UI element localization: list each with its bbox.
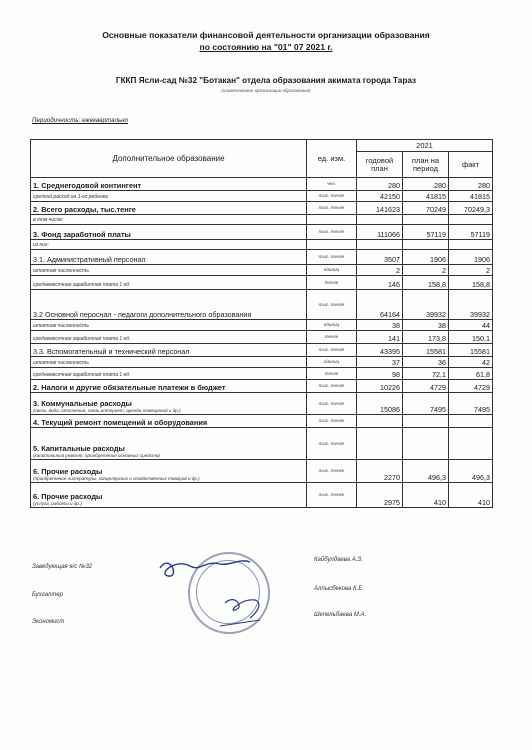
row-plan-period: 38	[403, 320, 449, 331]
table-row	[31, 344, 493, 357]
row-label-text: 3. Фонд заработной платы	[33, 230, 131, 239]
row-label	[31, 368, 307, 380]
row-note: (капитальный ремонт, приобретение основных средств)	[33, 453, 160, 458]
row-plan-period: 496,3	[403, 460, 449, 483]
row-label	[31, 191, 307, 202]
row-unit: тыс. тенге	[307, 393, 357, 415]
row-plan-period: 158,8	[403, 276, 449, 290]
row-unit: тыс. тенге	[307, 483, 357, 508]
row-plan-year: 141	[357, 331, 403, 344]
row-label	[31, 428, 307, 460]
handwritten-signature	[150, 548, 270, 638]
row-label-text: 5. Капитальные расходы	[33, 444, 125, 453]
row-plan-year: 64164	[357, 290, 403, 320]
header-plan-period: план на период	[403, 152, 449, 178]
row-fact	[449, 415, 493, 428]
table-row	[31, 357, 493, 368]
signature-role-accountant: Бухгалтер	[32, 592, 63, 598]
table-row	[31, 380, 493, 393]
row-plan-period: 41815	[403, 191, 449, 202]
row-fact: 57119	[449, 225, 493, 240]
row-plan-period: 72,1	[403, 368, 449, 380]
table-row	[31, 202, 493, 215]
row-label-text: 2. Налоги и другие обязательные платежи в бюджет	[33, 383, 226, 392]
row-fact: 2	[449, 265, 493, 276]
row-plan-year: 43395	[357, 344, 403, 357]
row-plan-year: 111066	[357, 225, 403, 240]
row-label	[31, 250, 307, 265]
row-label-text: 6. Прочие расходы	[33, 492, 103, 501]
row-plan-year: 98	[357, 368, 403, 380]
row-plan-year: 2975	[357, 483, 403, 508]
row-unit: тенге	[307, 331, 357, 344]
report-date-text: по состоянию на "01" 07 2021 г.	[199, 42, 333, 52]
row-plan-period: 15581	[403, 344, 449, 357]
row-label	[31, 202, 307, 215]
row-label-text: штатная численность	[33, 323, 89, 329]
row-label	[31, 415, 307, 428]
table-row	[31, 331, 493, 344]
row-unit: чел.	[307, 178, 357, 191]
row-plan-period	[403, 428, 449, 460]
row-unit: тыс. тенге	[307, 428, 357, 460]
row-label-text: 3.3. Вспомогательный и технический персонал	[33, 347, 190, 356]
row-label-text: в том числе:	[33, 217, 64, 223]
row-label-text: 1. Среднегодовой контингент	[33, 181, 142, 190]
row-unit: единиц	[307, 320, 357, 331]
financial-table	[30, 139, 493, 508]
table-row	[31, 290, 493, 320]
row-unit: тенге	[307, 368, 357, 380]
row-label-text: среднемесячная заработная плата 1 ед.	[33, 336, 131, 342]
row-plan-year: 15086	[357, 393, 403, 415]
row-plan-year: 10226	[357, 380, 403, 393]
row-plan-period: 57119	[403, 225, 449, 240]
row-plan-year: 3507	[357, 250, 403, 265]
row-plan-year: 280	[357, 178, 403, 191]
row-unit: тыс. тенге	[307, 380, 357, 393]
row-label	[31, 331, 307, 344]
row-unit: тыс. тенге	[307, 191, 357, 202]
row-unit: единиц	[307, 357, 357, 368]
table-row	[31, 276, 493, 290]
row-label	[31, 276, 307, 290]
row-note: (связь, вода, отопление, связь,интернет, аренда помещений и др.)	[33, 408, 181, 413]
row-plan-period	[403, 240, 449, 250]
row-fact: 70249,3	[449, 202, 493, 215]
table-row	[31, 250, 493, 265]
row-fact: 61,8	[449, 368, 493, 380]
row-label	[31, 290, 307, 320]
row-label-text: 3. Коммунальные расходы	[33, 399, 132, 408]
row-plan-year: 146	[357, 276, 403, 290]
row-unit: тенге	[307, 276, 357, 290]
signature-name-economist: Шепельбаева М.А.	[314, 612, 367, 618]
row-unit: тыс. тенге	[307, 344, 357, 357]
row-plan-year	[357, 240, 403, 250]
row-label-text: штатная численность	[33, 360, 89, 366]
row-label	[31, 460, 307, 483]
row-plan-year: 2	[357, 265, 403, 276]
row-label-text: средний расход на 1-го ребенка	[33, 194, 108, 200]
row-fact: 39932	[449, 290, 493, 320]
row-fact: 15581	[449, 344, 493, 357]
row-label	[31, 393, 307, 415]
table-row	[31, 191, 493, 202]
row-fact: 150,1	[449, 331, 493, 344]
row-plan-period	[403, 215, 449, 225]
table-row	[31, 483, 493, 508]
row-fact	[449, 215, 493, 225]
row-plan-period: 70249	[403, 202, 449, 215]
table-row	[31, 460, 493, 483]
row-plan-period: 39932	[403, 290, 449, 320]
row-label-text: 3.1. Административный персонал	[33, 255, 146, 264]
table-row	[31, 240, 493, 250]
row-fact: 7495	[449, 393, 493, 415]
row-label-text: 6. Прочие расходы	[33, 467, 103, 476]
row-plan-period: 410	[403, 483, 449, 508]
row-label	[31, 265, 307, 276]
row-plan-year: 2270	[357, 460, 403, 483]
row-label	[31, 225, 307, 240]
header-unit: ед. изм.	[307, 140, 357, 178]
row-fact: 42	[449, 357, 493, 368]
row-unit: тыс. тенге	[307, 225, 357, 240]
signature-name-accountant: Алпысбекова К.Е.	[314, 586, 364, 592]
row-label-text: 2. Всего расходы, тыс.тенге	[33, 205, 136, 214]
row-note: (приобретение литературы, канцелярских и хозяйственных товаров и др.)	[33, 476, 200, 481]
row-fact: 158,8	[449, 276, 493, 290]
header-plan-year: годовой план	[357, 152, 403, 178]
signature-name-head: Кайбулдаева А.З.	[314, 557, 363, 563]
row-plan-period	[403, 415, 449, 428]
row-unit	[307, 215, 357, 225]
row-plan-year	[357, 215, 403, 225]
row-plan-year	[357, 415, 403, 428]
table-row	[31, 368, 493, 380]
row-unit: тыс. тенге	[307, 290, 357, 320]
row-unit: тыс. тенге	[307, 460, 357, 483]
row-fact: 4729	[449, 380, 493, 393]
row-label	[31, 380, 307, 393]
page-title: Основные показатели финансовой деятельности организации образования	[102, 30, 430, 40]
row-fact	[449, 240, 493, 250]
header-indicator: Дополнительное образование	[31, 140, 307, 178]
row-label	[31, 483, 307, 508]
row-plan-period: 4729	[403, 380, 449, 393]
header-year: 2021	[357, 140, 493, 152]
table-row	[31, 415, 493, 428]
row-unit: тыс. тенге	[307, 202, 357, 215]
row-label-text: 4. Текущий ремонт помещений и оборудования	[33, 418, 208, 427]
row-plan-year: 37	[357, 357, 403, 368]
table-row	[31, 428, 493, 460]
row-label	[31, 344, 307, 357]
row-plan-year: 42150	[357, 191, 403, 202]
row-plan-period: 280	[403, 178, 449, 191]
signature-role-economist: Экономист	[32, 619, 65, 625]
table-row	[31, 178, 493, 191]
row-fact: 280	[449, 178, 493, 191]
row-note: (услуга, работы и др.)	[33, 501, 82, 506]
row-label-text: штатная численность	[33, 268, 89, 274]
row-plan-year	[357, 428, 403, 460]
table-row	[31, 393, 493, 415]
row-label	[31, 215, 307, 225]
row-fact: 496,3	[449, 460, 493, 483]
row-fact: 1906	[449, 250, 493, 265]
row-fact: 41815	[449, 191, 493, 202]
header-fact: факт	[449, 152, 493, 178]
row-label	[31, 320, 307, 331]
row-label	[31, 240, 307, 250]
row-fact: 44	[449, 320, 493, 331]
row-fact	[449, 428, 493, 460]
row-label	[31, 357, 307, 368]
row-label	[31, 178, 307, 191]
row-fact: 410	[449, 483, 493, 508]
report-date	[0, 42, 532, 53]
table-row	[31, 320, 493, 331]
organization-name: ГККП Ясли-сад №32 "Ботакан" отдела образования акимата города Тараз	[115, 76, 417, 85]
table-row	[31, 265, 493, 276]
row-unit: тыс. тенге	[307, 250, 357, 265]
row-label-text: среднемесячная заработная плата 1 ед.	[33, 282, 131, 288]
row-label-text: 3.2 Основной пероснал - педагоги дополнительного образования	[33, 310, 252, 319]
row-label-text: среднемесячная заработная плата 1 ед.	[33, 372, 131, 378]
row-unit: тыс. тенге	[307, 415, 357, 428]
row-plan-period: 2	[403, 265, 449, 276]
row-plan-year: 38	[357, 320, 403, 331]
row-plan-period: 36	[403, 357, 449, 368]
row-plan-period: 173,8	[403, 331, 449, 344]
row-plan-period: 7495	[403, 393, 449, 415]
row-unit: единиц	[307, 265, 357, 276]
table-row	[31, 215, 493, 225]
row-plan-period: 1906	[403, 250, 449, 265]
row-label-text: из них:	[33, 242, 49, 248]
periodicity: Периодичность: ежеквартально	[32, 117, 129, 124]
table-row	[31, 225, 493, 240]
signature-role-head: Заведующая я/с №32	[32, 564, 93, 570]
row-plan-year: 141623	[357, 202, 403, 215]
row-unit	[307, 240, 357, 250]
organization-caption: (наименование организации образования)	[221, 88, 311, 93]
